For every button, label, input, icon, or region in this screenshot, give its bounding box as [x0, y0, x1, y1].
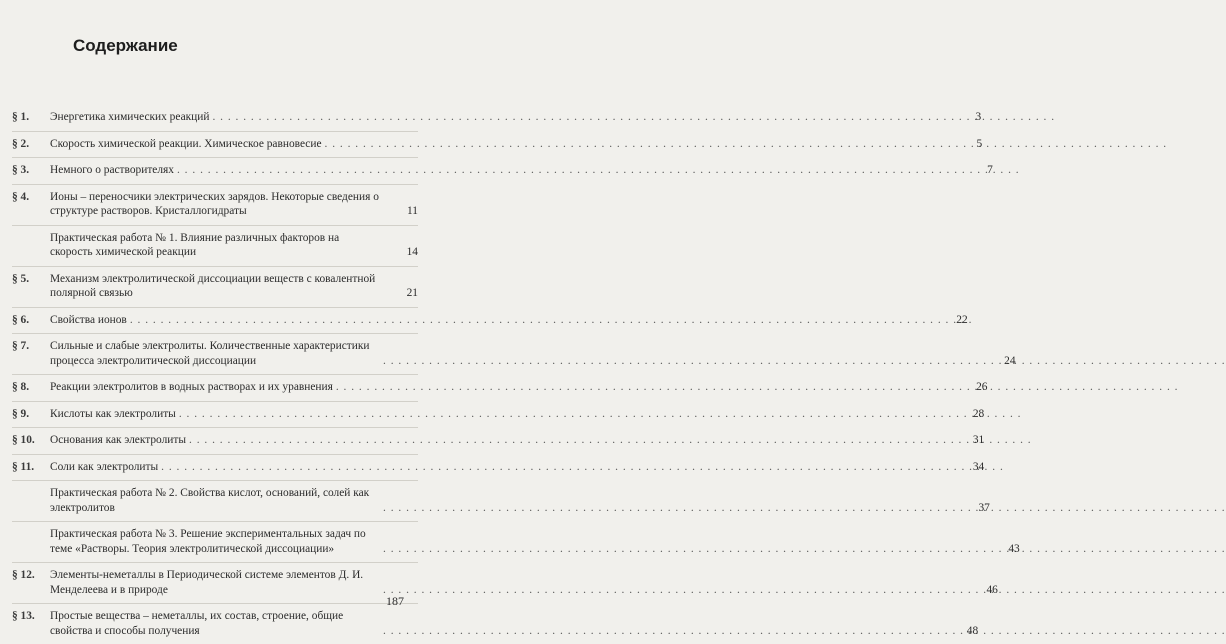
leader-dots: [336, 380, 961, 395]
section-title: Свойства ионов: [50, 313, 127, 326]
toc-entry: [12, 333, 1016, 374]
section-title: Практическая работа № 1. Влияние различных факторов на скорость химической реакции: [50, 231, 340, 258]
toc-entry: [12, 454, 985, 481]
leader-dots: [383, 542, 993, 557]
toc-entry: [12, 184, 418, 225]
section-page: 37: [978, 501, 990, 514]
section-title: Простые вещества – неметаллы, их состав, строение, общие свойства и способы получения: [50, 610, 344, 637]
toc-entry: [12, 374, 988, 401]
section-number: § 1.: [12, 111, 30, 123]
toc-entry: [12, 131, 983, 158]
section-title: Реакции электролитов в водных растворах и их уравнения: [50, 381, 333, 393]
section-page: 14: [406, 246, 418, 258]
leader-dots: [161, 460, 957, 475]
toc-entry: [12, 427, 985, 454]
section-number: § 2.: [12, 137, 30, 150]
leader-dots: [383, 354, 989, 369]
section-number: § 11.: [12, 460, 35, 473]
toc-entry: [12, 480, 990, 521]
leader-dots: [383, 583, 971, 598]
section-page: 31: [972, 434, 985, 446]
toc-entry: [12, 157, 993, 184]
section-title: Практическая работа № 2. Свойства кислот, оснований, солей как электролитов: [50, 487, 370, 514]
section-title: Соли как электролиты: [50, 460, 159, 473]
section-page: 24: [1004, 354, 1016, 367]
section-page: 22: [956, 313, 968, 326]
section-page: 28: [972, 407, 985, 420]
leader-dots: [383, 501, 963, 516]
page-title: Содержание: [73, 36, 178, 55]
section-page: 11: [407, 205, 418, 217]
section-page: 7: [987, 164, 993, 176]
leader-dots: [189, 433, 957, 448]
section-title: Механизм электролитической диссоциации веществ с ковалентной полярной связью: [50, 272, 376, 299]
section-page: 26: [976, 381, 988, 393]
section-number: § 4.: [12, 190, 30, 203]
section-number: § 8.: [12, 381, 30, 393]
section-number: § 7.: [12, 340, 30, 352]
section-page: 34: [972, 460, 985, 473]
section-page: 48: [966, 624, 979, 637]
section-title: Практическая работа № 3. Решение экспериментальных задач по теме «Растворы. Теория электролитической диссоциации»: [50, 528, 366, 555]
section-title: Сильные и слабые электролиты. Количественные характеристики процесса электролитической диссоциации: [50, 340, 370, 367]
section-title: Кислоты как электролиты: [50, 407, 176, 420]
section-number: § 5.: [12, 272, 30, 285]
leader-dots: [383, 624, 951, 639]
leader-dots: [130, 313, 941, 328]
section-page: 46: [986, 583, 998, 596]
toc-entry: [12, 225, 418, 266]
section-page: 21: [406, 287, 418, 299]
section-number: § 13.: [12, 610, 35, 622]
section-page: 43: [1008, 542, 1020, 555]
toc-entry: [12, 401, 985, 428]
section-title: Немного о растворителях: [50, 164, 174, 176]
toc-entry: [12, 266, 418, 307]
section-number: § 12.: [12, 569, 35, 581]
toc-entry: [12, 603, 979, 644]
section-title: Элементы-неметаллы в Периодической системе элементов Д. И. Менделеева и в природе: [50, 569, 364, 596]
toc-entry: [12, 562, 998, 603]
leader-dots: [177, 163, 966, 178]
toc-entry: [12, 521, 1020, 562]
section-title: Основания как электролиты: [50, 434, 187, 446]
toc-entry: [12, 307, 968, 334]
table-of-contents: [12, 105, 1020, 644]
section-page: 3: [975, 111, 982, 123]
leader-dots: [212, 110, 954, 125]
section-number: § 3.: [12, 164, 30, 176]
section-number: § 6.: [12, 313, 30, 326]
page-number: 187: [386, 594, 404, 608]
section-title: Энергетика химических реакций: [50, 111, 210, 123]
section-title: Скорость химической реакции. Химическое равновесие: [50, 137, 322, 150]
section-number: § 9.: [12, 407, 30, 420]
toc-entry: [12, 105, 982, 131]
section-number: § 10.: [12, 434, 35, 446]
section-title: Ионы – переносчики электрических зарядов. Некоторые сведения о структуре растворов. Кристаллогидраты: [50, 190, 379, 217]
section-page: 5: [976, 137, 983, 150]
leader-dots: [179, 407, 957, 422]
leader-dots: [325, 137, 956, 152]
